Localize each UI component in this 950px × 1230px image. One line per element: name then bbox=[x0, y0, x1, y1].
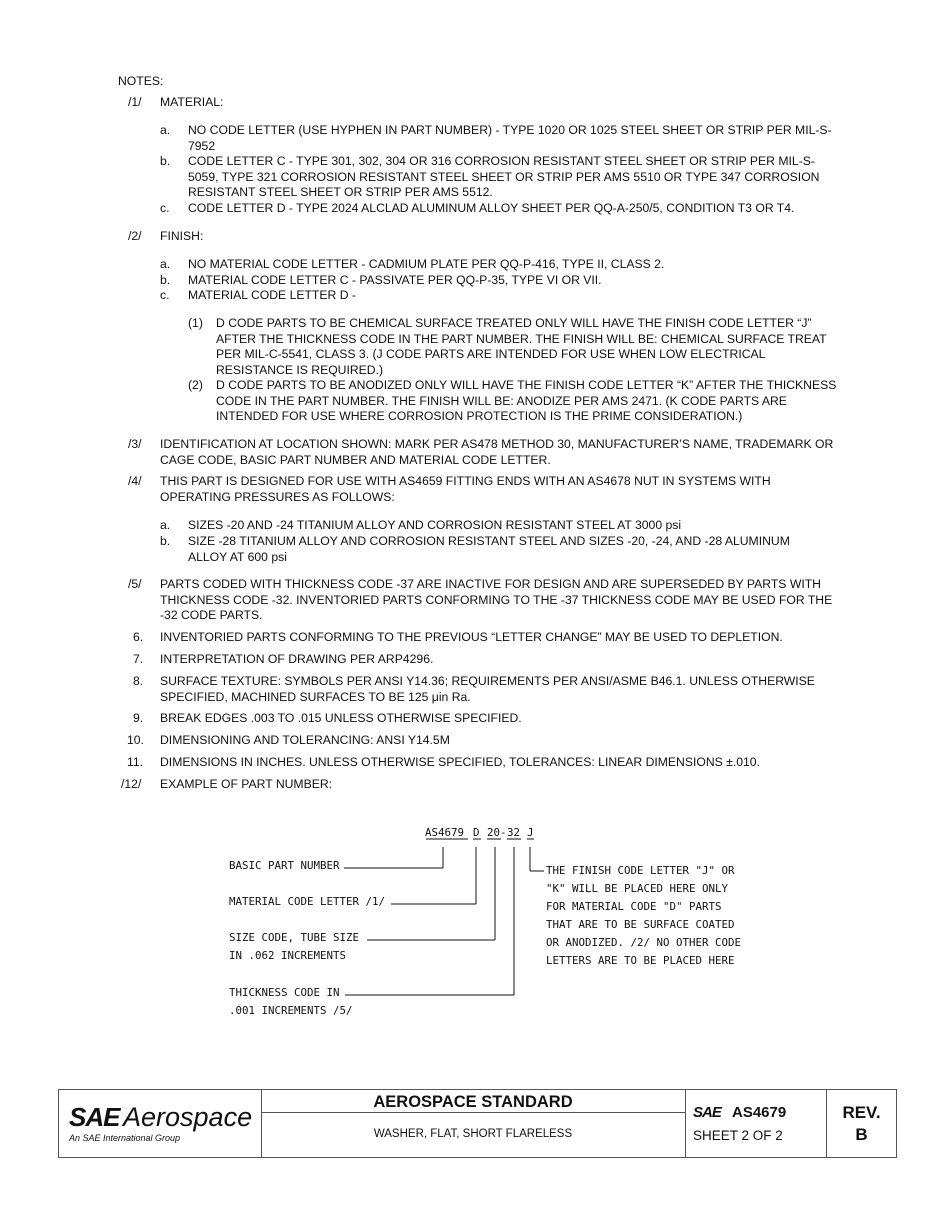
note-2-label: /2/ bbox=[128, 229, 142, 243]
note-1a-text: NO CODE LETTER (USE HYPHEN IN PART NUMBER) - TYPE 1020 OR 1025 STEEL SHEET OR STRIP PER MIL-S-7952 bbox=[188, 123, 832, 153]
doc-sae-logo: SAE bbox=[693, 1104, 721, 1121]
note-12-label: /12/ bbox=[121, 777, 142, 791]
note-1b-label: b. bbox=[160, 154, 171, 168]
note-1c-text: CODE LETTER D - TYPE 2024 ALCLAD ALUMINUM ALLOY SHEET PER QQ-A-250/5, CONDITION T3 OR T4. bbox=[188, 201, 795, 215]
note-1-title: MATERIAL: bbox=[160, 95, 224, 109]
aerospace-standard-heading: AEROSPACE STANDARD bbox=[373, 1093, 573, 1111]
title-block-divider-3 bbox=[826, 1090, 827, 1157]
note-2b-text: MATERIAL CODE LETTER C - PASSIVATE PER QQ-P-35, TYPE VI OR VII. bbox=[188, 273, 602, 287]
pn-finish: J bbox=[527, 826, 534, 839]
note-7-label: 7. bbox=[133, 652, 144, 666]
document-title: WASHER, FLAT, SHORT FLARELESS bbox=[373, 1128, 573, 1140]
note-1a-label: a. bbox=[160, 123, 171, 137]
basic-part-number-label: BASIC PART NUMBER bbox=[229, 859, 340, 872]
size-code-label-line1: SIZE CODE, TUBE SIZE bbox=[229, 931, 360, 944]
note-2c-label: c. bbox=[160, 288, 170, 302]
note-8-text: SURFACE TEXTURE: SYMBOLS PER ANSI Y14.36; REQUIREMENTS PER ANSI/ASME B46.1. UNLESS OTHERWISE SPECIFIED, MACHINED SURFACES TO BE 125 μin Ra. bbox=[160, 674, 815, 704]
note-6-label: 6. bbox=[133, 630, 144, 644]
note-6-text: INVENTORIED PARTS CONFORMING TO THE PREVIOUS “LETTER CHANGE” MAY BE USED TO DEPLETION. bbox=[160, 630, 783, 644]
pn-material: D bbox=[473, 826, 480, 839]
title-block-hline bbox=[261, 1112, 685, 1113]
document-number: AS4679 bbox=[732, 1104, 787, 1121]
note-11-text: DIMENSIONS IN INCHES. UNLESS OTHERWISE SPECIFIED, TOLERANCES: LINEAR DIMENSIONS ±.010. bbox=[160, 755, 760, 769]
title-block bbox=[58, 1089, 897, 1158]
finish-note-line-3: FOR MATERIAL CODE "D" PARTS bbox=[546, 900, 722, 913]
note-5-text: PARTS CODED WITH THICKNESS CODE -37 ARE INACTIVE FOR DESIGN AND ARE SUPERSEDED BY PARTS WITH THICKNESS CODE -32. INVENTORIED PARTS CONFORMING TO THE -37 THICKNESS CODE MAY BE USED FOR THE -32 CODE PARTS. bbox=[160, 577, 833, 623]
note-3-text: IDENTIFICATION AT LOCATION SHOWN: MARK PER AS478 METHOD 30, MANUFACTURER’S NAME, TRADEMARK OR CAGE CODE, BASIC PART NUMBER AND MATERIAL CODE LETTER. bbox=[160, 437, 834, 467]
note-10-label: 10. bbox=[127, 733, 144, 747]
note-9-text: BREAK EDGES .003 TO .015 UNLESS OTHERWISE SPECIFIED. bbox=[160, 711, 522, 725]
pn-size: 20 bbox=[487, 826, 501, 839]
note-1c-label: c. bbox=[160, 201, 170, 215]
finish-note-line-6: LETTERS ARE TO BE PLACED HERE bbox=[546, 954, 735, 967]
note-2c2-text: D CODE PARTS TO BE ANODIZED ONLY WILL HAVE THE FINISH CODE LETTER “K” AFTER THE THICKNESS CODE IN THE PART NUMBER. THE FINISH WILL BE: ANODIZE PER AMS 2471. (K CODE PARTS ARE INTENDED FOR USE WHERE CORROSION PROTECTION IS THE PRIME CONSIDERATION.) bbox=[216, 378, 837, 424]
title-block-divider-2 bbox=[685, 1090, 686, 1157]
thickness-code-label-line1: THICKNESS CODE IN bbox=[229, 986, 340, 999]
logo-aerospace-text: Aerospace bbox=[123, 1102, 253, 1132]
note-2c2-label: (2) bbox=[188, 378, 203, 392]
sae-aerospace-logo bbox=[67, 1102, 257, 1146]
note-10-text: DIMENSIONING AND TOLERANCING: ANSI Y14.5M bbox=[160, 733, 450, 747]
material-code-label: MATERIAL CODE LETTER /1/ bbox=[229, 895, 386, 908]
note-1-label: /1/ bbox=[128, 95, 142, 109]
sheet-number: SHEET 2 OF 2 bbox=[693, 1128, 783, 1143]
note-2b-label: b. bbox=[160, 273, 171, 287]
notes-heading: NOTES: bbox=[118, 74, 164, 88]
thickness-code-label-line2: .001 INCREMENTS /5/ bbox=[229, 1004, 353, 1017]
size-code-label-line2: IN .062 INCREMENTS bbox=[229, 949, 347, 962]
note-1b-text: CODE LETTER C - TYPE 301, 302, 304 OR 316 CORROSION RESISTANT STEEL SHEET OR STRIP PER MIL-S-5059, TYPE 321 CORROSION RESISTANT STEEL SHEET OR STRIP PER AMS 5510 OR TYPE 347 CORROSION RESISTANT STEEL SHEET OR STRIP PER AMS 5512. bbox=[188, 154, 820, 200]
note-4b-label: b. bbox=[160, 534, 171, 548]
finish-note-line-2: "K" WILL BE PLACED HERE ONLY bbox=[546, 882, 729, 895]
note-4b-text: SIZE -28 TITANIUM ALLOY AND CORROSION RESISTANT STEEL AND SIZES -20, -24, AND -28 ALUMINUM ALLOY AT 600 psi bbox=[188, 534, 790, 564]
note-3-label: /3/ bbox=[128, 437, 142, 451]
note-12-text: EXAMPLE OF PART NUMBER: bbox=[160, 777, 333, 791]
logo-sae-text: SAE bbox=[69, 1102, 120, 1132]
note-4-label: /4/ bbox=[128, 474, 142, 488]
note-4a-label: a. bbox=[160, 518, 171, 532]
note-2c-text: MATERIAL CODE LETTER D - bbox=[188, 288, 356, 302]
pn-thickness: 32 bbox=[507, 826, 521, 839]
note-4-text: THIS PART IS DESIGNED FOR USE WITH AS4659 FITTING ENDS WITH AN AS4678 NUT IN SYSTEMS WITH OPERATING PRESSURES AS FOLLOWS: bbox=[160, 474, 771, 504]
pn-basic: AS4679 bbox=[425, 826, 465, 839]
note-2-title: FINISH: bbox=[160, 229, 204, 243]
note-9-label: 9. bbox=[133, 711, 144, 725]
note-7-text: INTERPRETATION OF DRAWING PER ARP4296. bbox=[160, 652, 434, 666]
note-2a-label: a. bbox=[160, 257, 171, 271]
note-4a-text: SIZES -20 AND -24 TITANIUM ALLOY AND CORROSION RESISTANT STEEL AT 3000 psi bbox=[188, 518, 682, 532]
revision-label: REV. bbox=[842, 1103, 881, 1122]
pn-dash: - bbox=[500, 826, 507, 839]
finish-note-line-1: THE FINISH CODE LETTER "J" OR bbox=[546, 864, 735, 877]
note-2c1-text: D CODE PARTS TO BE CHEMICAL SURFACE TREATED ONLY WILL HAVE THE FINISH CODE LETTER “J” AFTER THE THICKNESS CODE IN THE PART NUMBER. THE FINISH WILL BE: CHEMICAL SURFACE TREAT PER MIL-C-5541, CLASS 3. (J CODE PARTS ARE INTENDED FOR USE WHEN LOW ELECTRICAL RESISTANCE IS REQUIRED.) bbox=[216, 316, 827, 377]
finish-note-line-5: OR ANODIZED. /2/ NO OTHER CODE bbox=[546, 936, 742, 949]
note-5-label: /5/ bbox=[128, 577, 142, 591]
note-2c1-label: (1) bbox=[188, 316, 203, 330]
finish-note-line-4: THAT ARE TO BE SURFACE COATED bbox=[546, 918, 735, 931]
revision-value: B bbox=[855, 1125, 868, 1144]
logo-tagline: An SAE International Group bbox=[69, 1133, 181, 1143]
note-11-label: 11. bbox=[127, 755, 144, 769]
note-2a-text: NO MATERIAL CODE LETTER - CADMIUM PLATE PER QQ-P-416, TYPE II, CLASS 2. bbox=[188, 257, 665, 271]
note-8-label: 8. bbox=[133, 674, 144, 688]
